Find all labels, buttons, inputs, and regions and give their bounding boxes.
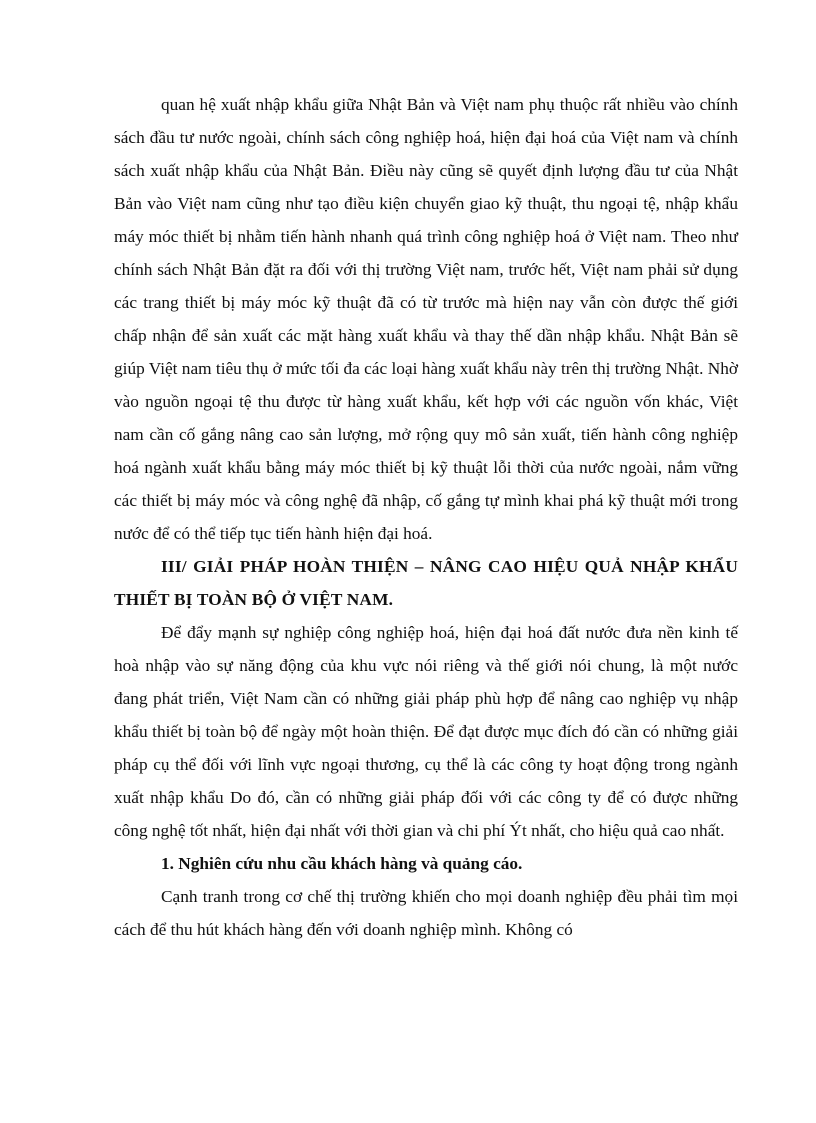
subsection-heading-customer-research: 1. Nghiên cứu nhu cầu khách hàng và quảng cáo. [161, 854, 523, 873]
paragraph-trade-relations: quan hệ xuất nhập khẩu giữa Nhật Bản và Việt nam phụ thuộc rất nhiều vào chính sách đầu tư nước ngoài, chính sách công nghiệp hoá, hiện đại hoá của Việt nam và chính sách xuất nhập khẩu của Nhật Bản. Điều này cũng sẽ quyết định lượng đầu tư của Nhật Bản vào Việt nam cũng như tạo điều kiện chuyển giao kỹ thuật, thu ngoại tệ, nhập khẩu máy móc thiết bị nhằm tiến hành nhanh quá trình công nghiệp hoá ở Việt nam. Theo như chính sách Nhật Bản đặt ra đối với thị trường Việt nam, trước hết, Việt nam phải sử dụng các trang thiết bị máy móc kỹ thuật đã có từ trước mà hiện nay vẫn còn được thế giới chấp nhận để sản xuất các mặt hàng xuất khẩu và thay thế dần nhập khẩu. Nhật Bản sẽ giúp Việt nam tiêu thụ ở mức tối đa các loại hàng xuất khẩu này trên thị trường Nhật. Nhờ vào nguồn ngoại tệ thu được từ hàng xuất khẩu, kết hợp với các nguồn vốn khác, Việt nam cần cố gắng nâng cao sản lượng, mở rộng quy mô sản xuất, tiến hành công nghiệp hoá ngành xuất khẩu bằng máy móc thiết bị kỹ thuật lỗi thời của nước ngoài, nắm vững các thiết bị máy móc và công nghệ đã nhập, cố gắng tự mình khai phá kỹ thuật mới trong nước để có thể tiếp tục tiến hành hiện đại hoá. [114, 95, 738, 543]
section-heading-solutions: III/ GIẢI PHÁP HOÀN THIỆN – NÂNG CAO HIỆU QUẢ NHẬP KHẨU THIẾT BỊ TOÀN BỘ Ở VIỆT NAM. [114, 557, 738, 609]
paragraph-industrialization: Để đẩy mạnh sự nghiệp công nghiệp hoá, hiện đại hoá đất nước đưa nền kinh tế hoà nhập vào sự năng động của khu vực nói riêng và thế giới nói chung, là một nước đang phát triển, Việt Nam cần có những giải pháp phù hợp để nâng cao nghiệp vụ nhập khẩu thiết bị toàn bộ để ngày một hoàn thiện. Để đạt được mục đích đó cần có những giải pháp cụ thể đối với lĩnh vực ngoại thương, cụ thể là các công ty hoạt động trong ngành xuất nhập khẩu Do đó, cần có những giải pháp đối với các công ty để có được những công nghệ tốt nhất, hiện đại nhất với thời gian và chi phí Ýt nhất, cho hiệu quả cao nhất. [114, 623, 738, 840]
paragraph-competition: Cạnh tranh trong cơ chế thị trường khiến cho mọi doanh nghiệp đều phải tìm mọi cách để thu hút khách hàng đến với doanh nghiệp mình. Không có [114, 887, 738, 939]
document-page [114, 88, 738, 946]
